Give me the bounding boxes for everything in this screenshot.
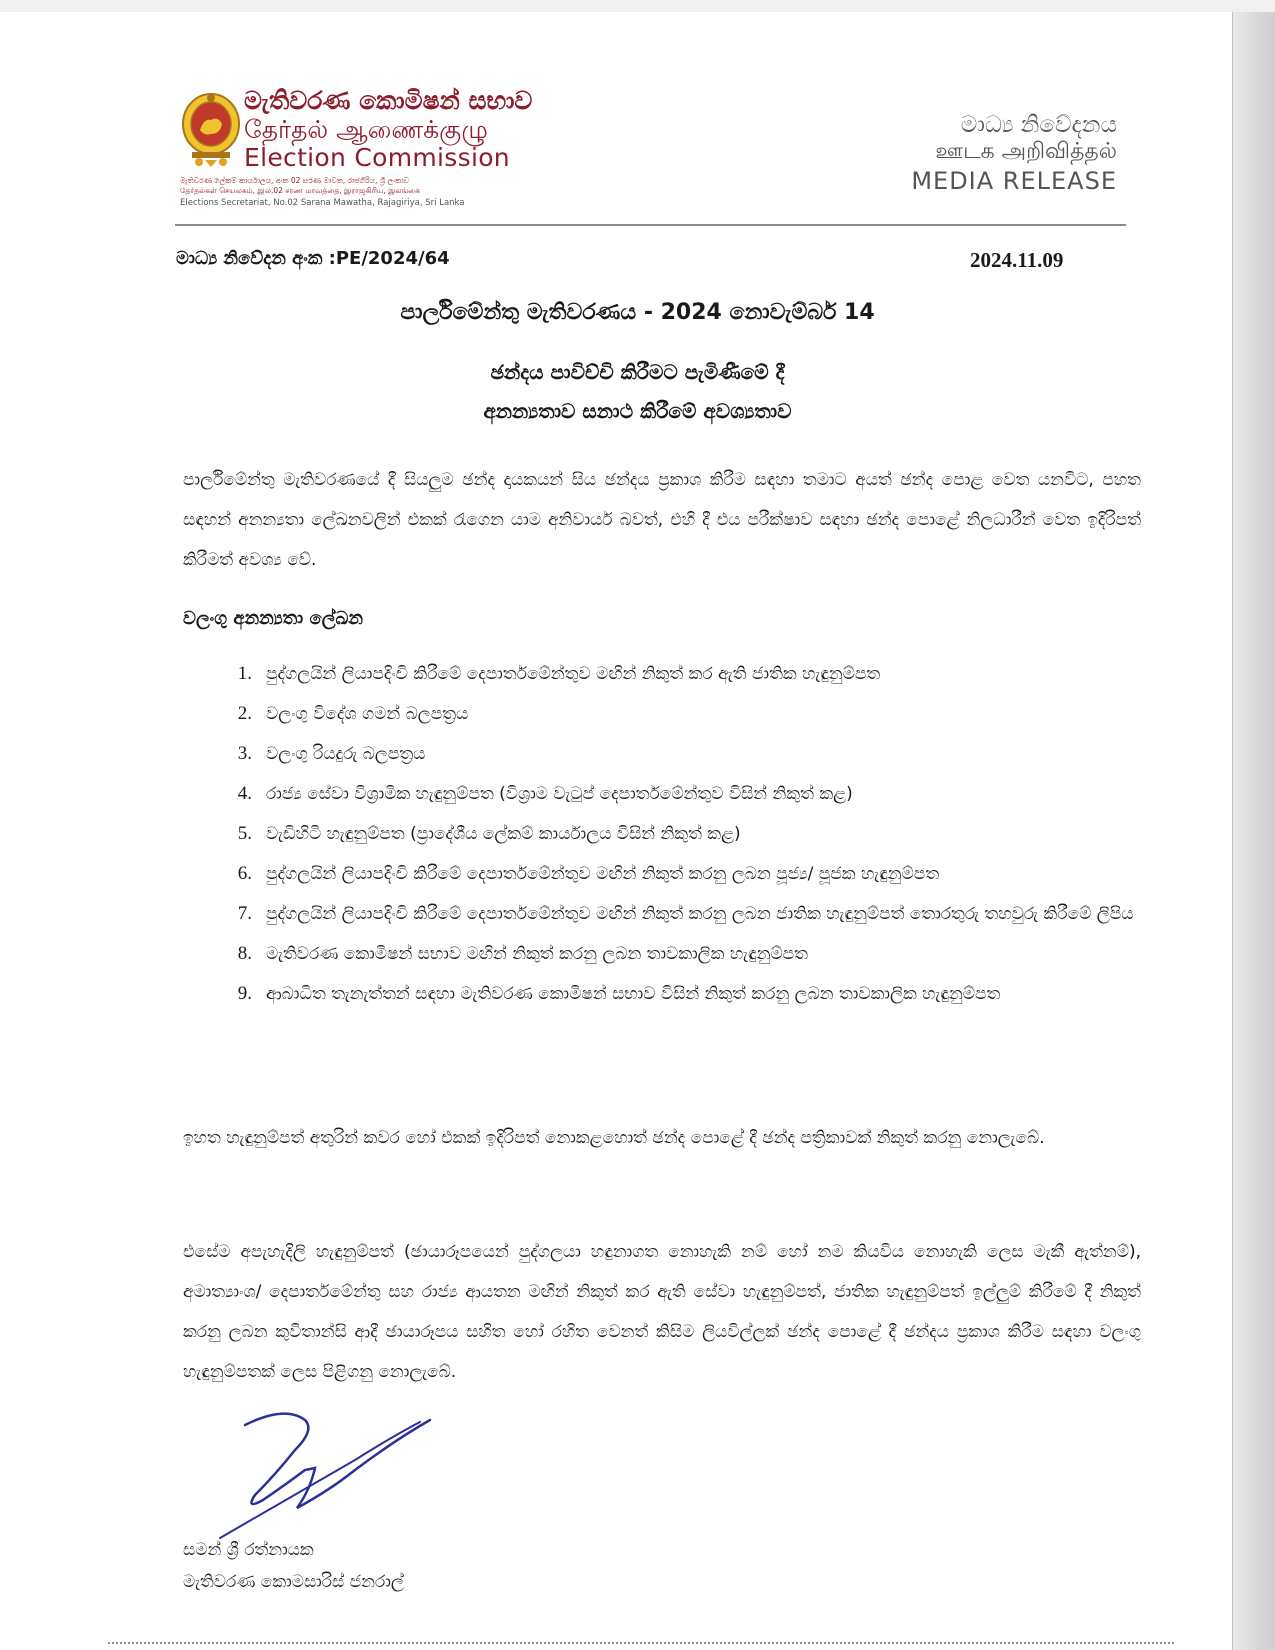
subtitle-line-1: ඡන්දය පාවිච්චි කිරීමට පැමිණීමේ දී <box>490 360 785 384</box>
list-item-text: වැඩිහිටි හැඳුනුම්පත (ප්‍රාදේශීය ලේකම් කාර්යාලය විසින් නිකුත් කළ) <box>266 824 741 844</box>
list-heading: වලංගු අනන්‍යතා ලේඛන <box>183 608 363 629</box>
org-address-local <box>180 176 420 196</box>
list-item-text: රාජ්‍ය සේවා විශ්‍රාමික හැඳුනුම්පත (විශ්‍රාම වැටුප් දෙපාර්තමේන්තුව විසින් නිකුත් කළ) <box>266 784 853 804</box>
list-item <box>212 934 1152 974</box>
intro-paragraph: පාර්ලිමේන්තු මැතිවරණයේ දී සියලුම ඡන්ද දායකයන් සිය ඡන්දය ප්‍රකාශ කිරීම සඳහා තමාට අයත් ඡන්ද පොළ වෙත යනවිට, පහත සඳහන් අනන්‍යතා ලේඛනවලින් එකක් රැගෙන යාම අනිවාර්ය බවත්, එහි දී එය පරීක්ෂාව සඳහා ඡන්ද පොළේ නිලධාරීන් වෙත ඉදිරිපත් කිරීමත් අවශ්‍ය වේ. <box>183 470 1141 570</box>
signatory-title: මැතිවරණ කොමසාරිස් ජනරාල් <box>183 1572 404 1592</box>
list-item-number: 7. <box>237 903 252 924</box>
list-item <box>212 694 1152 734</box>
list-item-number: 1. <box>237 663 252 684</box>
sri-lanka-emblem-icon <box>180 90 242 168</box>
footer-divider <box>108 1642 1174 1644</box>
list-item <box>212 894 1152 934</box>
list-item-text: වලංගු රියදුරු බලපත්‍රය <box>266 744 426 764</box>
list-item <box>212 734 1152 774</box>
scan-edge-line <box>1232 12 1233 1650</box>
scan-edge-shadow <box>1233 12 1275 1650</box>
list-item <box>212 854 1152 894</box>
list-item-text: ආබාධිත තැනැත්තන් සඳහා මැතිවරණ කොමිෂන් සභාව විසින් නිකුත් කරනු ලබන තාවකාලික හැඳුනුම්පත <box>266 984 1001 1004</box>
org-address-tamil: தேர்தல்கள் செயலகம், இல.02 சரண மாவத்தை, இராஜகிரிய, இலங்கை <box>180 186 421 195</box>
scan-top-margin <box>0 0 1275 12</box>
list-item-number: 6. <box>237 863 252 884</box>
org-name-english: Election Commission <box>244 143 510 172</box>
media-release-sinhala: මාධ්‍ය නිවේදනය <box>960 112 1117 138</box>
list-item-text: වලංගු විදේශ ගමන් බලපත්‍රය <box>266 704 469 724</box>
org-name-sinhala: මැතිවරණ කොමිෂන් සභාව <box>244 86 533 115</box>
org-name-tamil: தேர்தல் ஆணைக்குழு <box>244 115 488 144</box>
list-item-text: පුද්ගලයින් ලියාපදිංචි කිරීමේ දෙපාර්තමේන්තුව මඟින් නිකුත් කරනු ලබන ජාතික හැඳුනුම්පත් තොරතුරු තහවුරු කිරීමේ ලිපිය <box>266 904 1134 924</box>
list-item-number: 9. <box>237 983 252 1004</box>
list-item-text: මැතිවරණ කොමිෂන් සභාව මඟින් නිකුත් කරනු ලබන තාවකාලික හැඳුනුම්පත <box>266 944 808 964</box>
signatory-name: සමන් ශ්‍රී රත්නායක <box>183 1540 314 1560</box>
subtitle-line-2: අනන්‍යතාව සනාථ කිරීමේ අවශ්‍යතාව <box>483 399 792 423</box>
org-address-english: Elections Secretariat, No.02 Sarana Mawatha, Rajagiriya, Sri Lanka <box>180 198 465 208</box>
list-item <box>212 974 1152 1014</box>
list-item-number: 2. <box>237 703 252 724</box>
list-item <box>212 654 1152 694</box>
list-item-text: පුද්ගලයින් ලියාපදිංචි කිරීමේ දෙපාර්තමේන්තුව මඟින් නිකුත් කරනු ලබන පූජ්‍ය/ පූජක හැඳුනුම්පත <box>266 864 940 884</box>
ballot-refusal-paragraph: ඉහත හැඳුනුම්පත් අතුරින් කවර හෝ එකක් ඉදිරිපත් නොකළහොත් ඡන්ද පොළේ දී ඡන්ද පත්‍රිකාවක් නිකුත් කරනු නොලැබේ. <box>183 1128 1045 1148</box>
invalid-documents-paragraph: එසේම අපැහැදිලි හැඳුනුම්පත් (ඡායාරූපයෙන් පුද්ගලයා හඳුනාගත නොහැකි නම් හෝ නම කියවිය නොහැකි ලෙස මැකී ඇත්නම්), අමාත්‍යාංශ/ දෙපාර්තමේන්තු සහ රාජ්‍ය ආයතන මඟින් නිකුත් කර ඇති සේවා හැඳුනුම්පත්, ජාතික හැඳුනුම්පත් ඉල්ලුම් කිරීමේ දී නිකුත් කරනු ලබන කුවිතාන්සි ආදී ඡායාරූපය සහිත හෝ රහිත වෙනත් කිසිම ලියවිල්ලක් ඡන්ද පොළේ දී ඡන්දය ප්‍රකාශ කිරීම සඳහා වලංගු හැඳුනුම්පතක් ලෙස පිළිගනු නොලැබේ. <box>183 1242 1141 1382</box>
release-date: 2024.11.09 <box>970 248 1064 272</box>
list-item-number: 4. <box>237 783 252 804</box>
media-release-tamil: ஊடக அறிவித்தல் <box>935 139 1117 164</box>
list-item-number: 5. <box>237 823 252 844</box>
main-title: පාර්ලිමේන්තු මැතිවරණය - 2024 නොවැම්බර් 14 <box>400 300 875 325</box>
list-item <box>212 814 1152 854</box>
media-release-english: MEDIA RELEASE <box>911 167 1117 195</box>
list-item-number: 8. <box>237 943 252 964</box>
list-item <box>212 774 1152 814</box>
handwritten-signature <box>215 1400 485 1540</box>
list-item-text: පුද්ගලයින් ලියාපදිංචි කිරීමේ දෙපාර්තමේන්තුව මඟින් නිකුත් කර ඇති ජාතික හැඳුනුම්පත <box>266 664 881 684</box>
org-address-sinhala: මැතිවරණ ලේකම් කාර්යාලය, අංක 02 සරණ මාවත, රාජගිරිය, ශ්‍රී ලංකාව <box>180 176 410 185</box>
valid-documents-list <box>212 654 1152 1014</box>
header-divider <box>175 224 1126 226</box>
release-reference: මාධ්‍ය නිවේදන අංක :PE/2024/64 <box>176 248 450 269</box>
list-item-number: 3. <box>237 743 252 764</box>
